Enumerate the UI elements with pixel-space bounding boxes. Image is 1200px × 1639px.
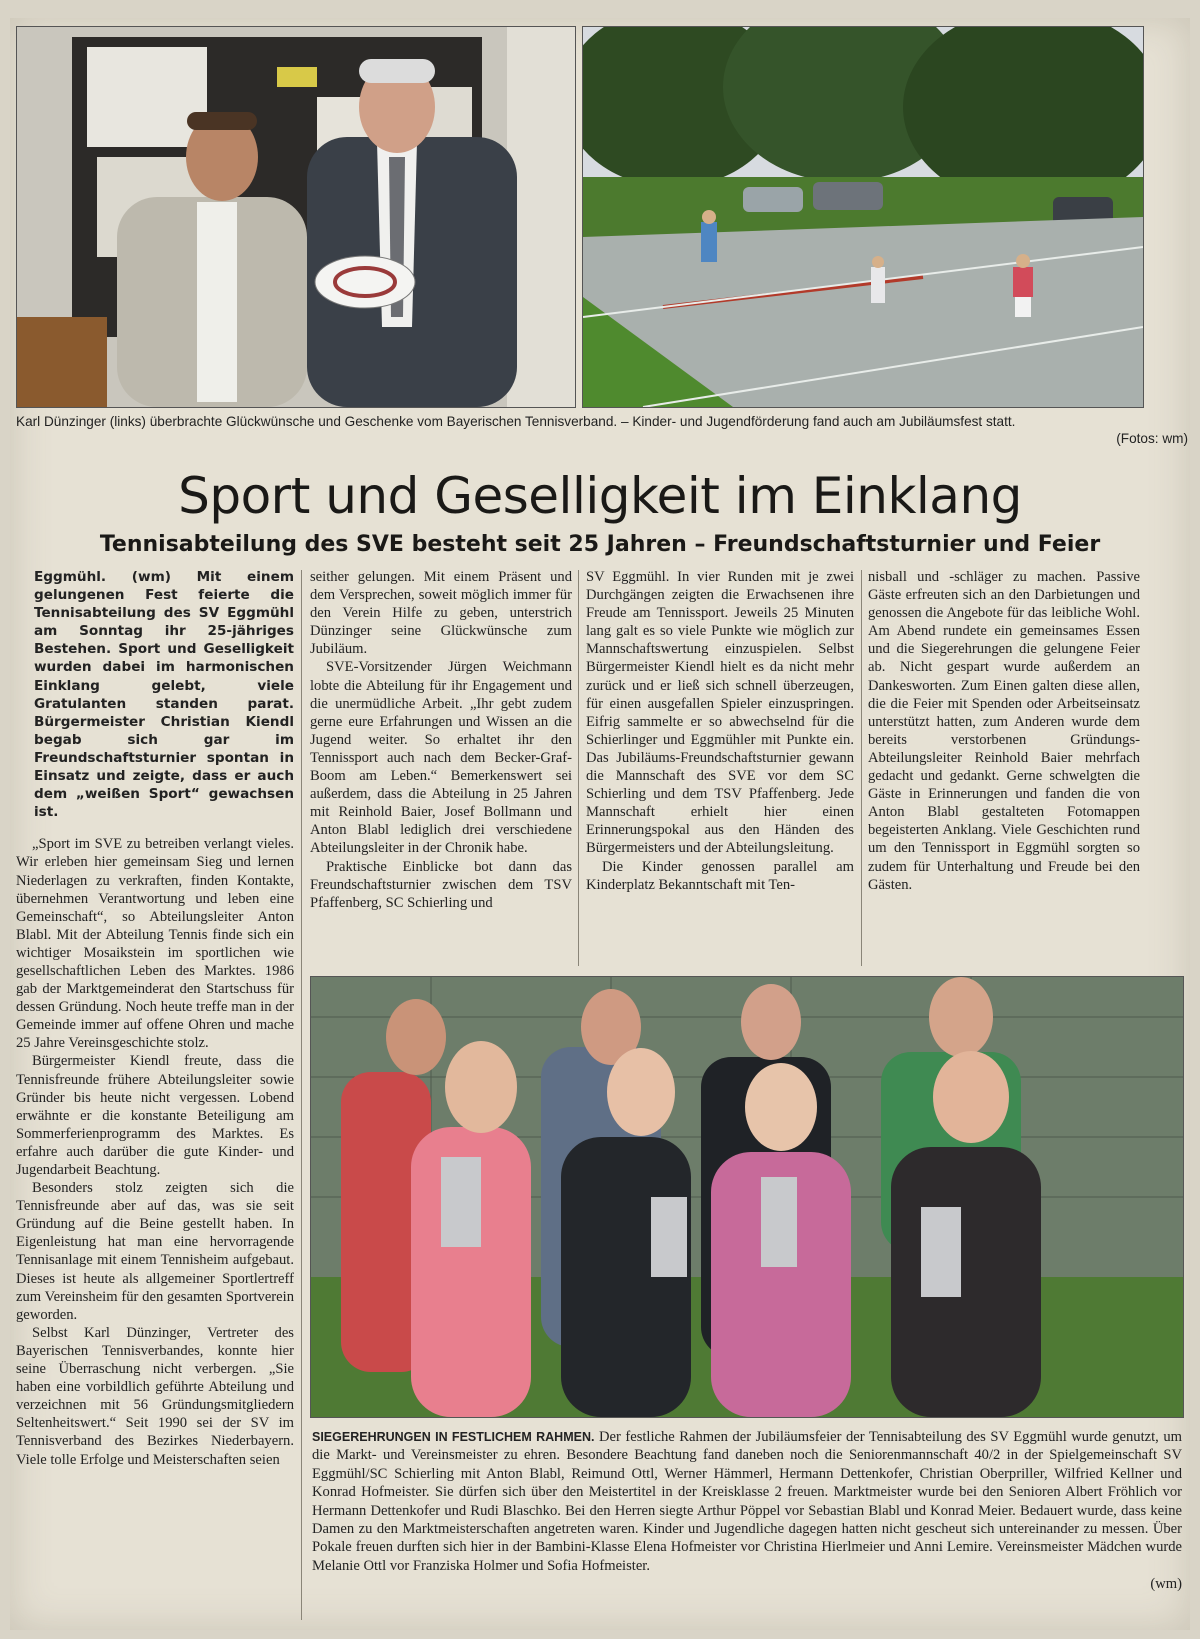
author-signature: (wm) bbox=[1150, 1576, 1182, 1593]
photo-bottom bbox=[310, 976, 1184, 1418]
caption-label: SIEGEREHRUNGEN IN FESTLICHEM RAHMEN. bbox=[312, 1430, 595, 1444]
photo-top-right bbox=[582, 26, 1144, 408]
article-paragraph: Selbst Karl Dünzinger, Vertreter des Bayerischen Tennisverbandes, konnte hier seine Überraschung nicht verbergen. „Sie haben eine vorbildlich geführte Abteilung und verzeichnen mit 56 Gründungsmitgliedern Seltenheitswert.“ Seit 1990 sei der SV im Tennisverband des Bezirkes Niederbayern. Viele tolle Erfolge und Meisterschaften seien bbox=[16, 1324, 294, 1468]
photo-top-left bbox=[16, 26, 576, 408]
caption-text: Der festliche Rahmen der Jubiläumsfeier der Tennisabteilung des SV Eggmühl wurde genutzt, um die Markt- und Vereinsmeister zu ehren. Besondere Beachtung fand daneben noch die Seniorenmannschaft 40/2 in der Spielgemeinschaft SV Eggmühl/SC Schierling mit Anton Blabl, Reimund Ottl, Werner Hämmerl, Hermann Dettenkofer, Christian Oberpriller, Wilfried Kellner und Konrad Hofmeister. Sie dürfen sich über den Meistertitel in der Kreisklasse 2 freuen. Marktmeister wurde bei den Senioren Albert Fröhlich vor Hermann Dettenkofer und Rudi Blaschko. Bei den Herren siegte Arthur Pöppel vor Sebastian Blabl und Konrad Meier. Bedauert wurde, dass keine Damen zu den Marktmeisterschaften angetreten waren. Kinder und Jugendliche dagegen hatten nicht gescheut sich untereinander zu messen. Über Pokale freuen durften sich hier in der Bambini-Klasse Elena Hofmeister vor Christina Hierlmeier und Anni Lemire. Vereinsmeister Mädchen wurde Melanie Ottl vor Franziska Holmer und Sofia Hofmeister. bbox=[312, 1429, 1182, 1574]
photo-award-ceremony bbox=[311, 977, 1183, 1417]
column-rule bbox=[301, 570, 302, 1620]
photo-caption-bottom bbox=[312, 1428, 1182, 1594]
article-paragraph: nisball und -schläger zu machen. Passive Gäste erfreuten sich an den Darbietungen und genossen die Angebote für das leibliche Wohl. Am Abend rundete ein gemeinsames Essen und die Siegerehrungen die gelungene Feier ab. Nicht gespart wurde außerdem an Dankesworten. Zum Einen galten diese allen, die die Feier mit Spenden oder Arbeitseinsatz unterstützt hatten, zum Anderen wurde dem bereits verstorbenen Gründungs-Abteilungsleiter Reinhold Baier mehrfach gedacht und gedankt. Gerne schwelgten die Gäste in Erinnerungen und fanden die von Anton Blabl gestalteten Fotomappen begeisterten Anklang. Viele Geschichten rund um den Tennissport in Eggmühl sorgten so zudem für Unterhaltung und Freude bei den Gästen. bbox=[868, 569, 1140, 893]
photo-men-with-gift bbox=[17, 27, 575, 407]
photo-caption-top bbox=[16, 413, 1188, 446]
article-paragraph: Praktische Einblicke bot dann das Freundschaftsturnier zwischen dem TSV Pfaffenberg, SC Schierling und bbox=[310, 858, 572, 911]
article-column-1 bbox=[16, 568, 294, 1469]
article-paragraph: Besonders stolz zeigten sich die Tennisfreunde aber auf das, was sie seit Gründung auf die Beine gestellt haben. In Eigenleistung hat man eine hervorragende Tennisanlage mit einem Tennisheim aufgebaut. Dieses ist heute als allgemeiner Sportlertreff zum Vereinsheim für den gesamten Sportverein geworden. bbox=[16, 1180, 294, 1323]
article-paragraph: SVE-Vorsitzender Jürgen Weichmann lobte die Abteilung für ihr Engagement und die unermüdliche Arbeit. „Ihr gebt zudem gerne eure Erfahrungen und Wissen an die Jugend weiter. So erhaltet ihr den Tennissport auch nach dem Becker-Graf-Boom am Leben.“ Bemerkenswert sei außerdem, dass die Abteilung in 25 Jahren mit Reinhold Baier, Josef Bollmann und Anton Blabl lediglich drei verschiedene Abteilungsleiter in der Chronik habe. bbox=[310, 659, 572, 857]
article-column-2 bbox=[310, 568, 572, 912]
headline: Sport und Geselligkeit im Einklang bbox=[178, 467, 1022, 525]
subheadline: Tennisabteilung des SVE besteht seit 25 Jahren – Freundschaftsturnier und Feier bbox=[99, 532, 1101, 557]
article-paragraph: Bürgermeister Kiendl freute, dass die Tennisfreunde frühere Abteilungsleiter sowie Gründer bis heute nicht vergessen. Lobend erwähnte er die konstante Beteiligung am Sommerferienprogramm des Marktes. Es erfahre auch darüber die gute Kinder- und Jugendarbeit Beachtung. bbox=[16, 1053, 294, 1178]
article-paragraph: „Sport im SVE zu betreiben verlangt vieles. Wir erleben hier gemeinsam Sieg und lernen Niederlagen zu verkraften, finden Kontakte, übernehmen Verantwortung und leben eine Gemeinschaft“, so Abteilungsleiter Anton Blabl. Mit der Abteilung Tennis finde sich ein wichtiger Mosaikstein im sportlichen wie gesellschaftlichen Leben des Marktes. 1986 gab der Marktgemeinderat den Startschuss für dessen Gründung. Noch heute treffe man in der Gemeinde immer auf offene Ohren und mache 25 Jahre Vereinsgeschichte stolz. bbox=[16, 836, 294, 1052]
article-column-3 bbox=[586, 568, 854, 894]
photo-credit: (Fotos: wm) bbox=[1116, 431, 1188, 446]
photo-kids-tennis bbox=[583, 27, 1143, 407]
article-lead: Eggmühl. (wm) Mit einem gelungenen Fest feierte die Tennisabteilung des SV Eggmühl am Sonntag ihr 25-jähriges Bestehen. Sport und Geselligkeit wurden dabei im harmonischen Einklang gelebt, viele Gratulanten standen parat. Bürgermeister Christian Kiendl begab sich gar im Freundschaftsturnier spontan in Einsatz und zeigte, dass er auch dem „weißen Sport“ gewachsen ist. bbox=[34, 569, 294, 821]
article-paragraph: seither gelungen. Mit einem Präsent und dem Versprechen, soweit möglich immer für den Verein Hilfe zu geben, unterstrich Dünzinger seine Glückwünsche zum Jubiläum. bbox=[310, 569, 572, 658]
article-column-4 bbox=[868, 568, 1140, 894]
article-paragraph: SV Eggmühl. In vier Runden mit je zwei Durchgängen zeigten die Erwachsenen ihre Freude am Tennissport. Jeweils 25 Minuten lang galt es so viele Punkte wie möglich zur Mannschaftswertung einzuspielen. Selbst Bürgermeister Kiendl hielt es da nicht mehr zurück und er ließ sich schnell überzeugen, für einen ausgefallen Spieler einzuspringen. Eifrig sammelte er so abwechselnd für die Schierlinger und Eggmühler mit Punkte ein. Das Jubiläums-Freundschaftsturnier gewann die Mannschaft des SVE vor dem SC Schierling und dem TSV Pfaffenberg. Jede Mannschaft erhielt hier einen Erinnerungspokal aus den Händen des Bürgermeisters und der Abteilungsleitung. bbox=[586, 569, 854, 857]
column-rule bbox=[861, 570, 862, 966]
column-rule bbox=[578, 570, 579, 966]
newspaper-page bbox=[10, 18, 1190, 1630]
caption-text: Karl Dünzinger (links) überbrachte Glückwünsche und Geschenke vom Bayerischen Tennisverband. – Kinder- und Jugendförderung fand auch am Jubiläumsfest statt. bbox=[16, 414, 1016, 429]
article-paragraph: Die Kinder genossen parallel am Kinderplatz Bekanntschaft mit Ten- bbox=[586, 858, 854, 893]
